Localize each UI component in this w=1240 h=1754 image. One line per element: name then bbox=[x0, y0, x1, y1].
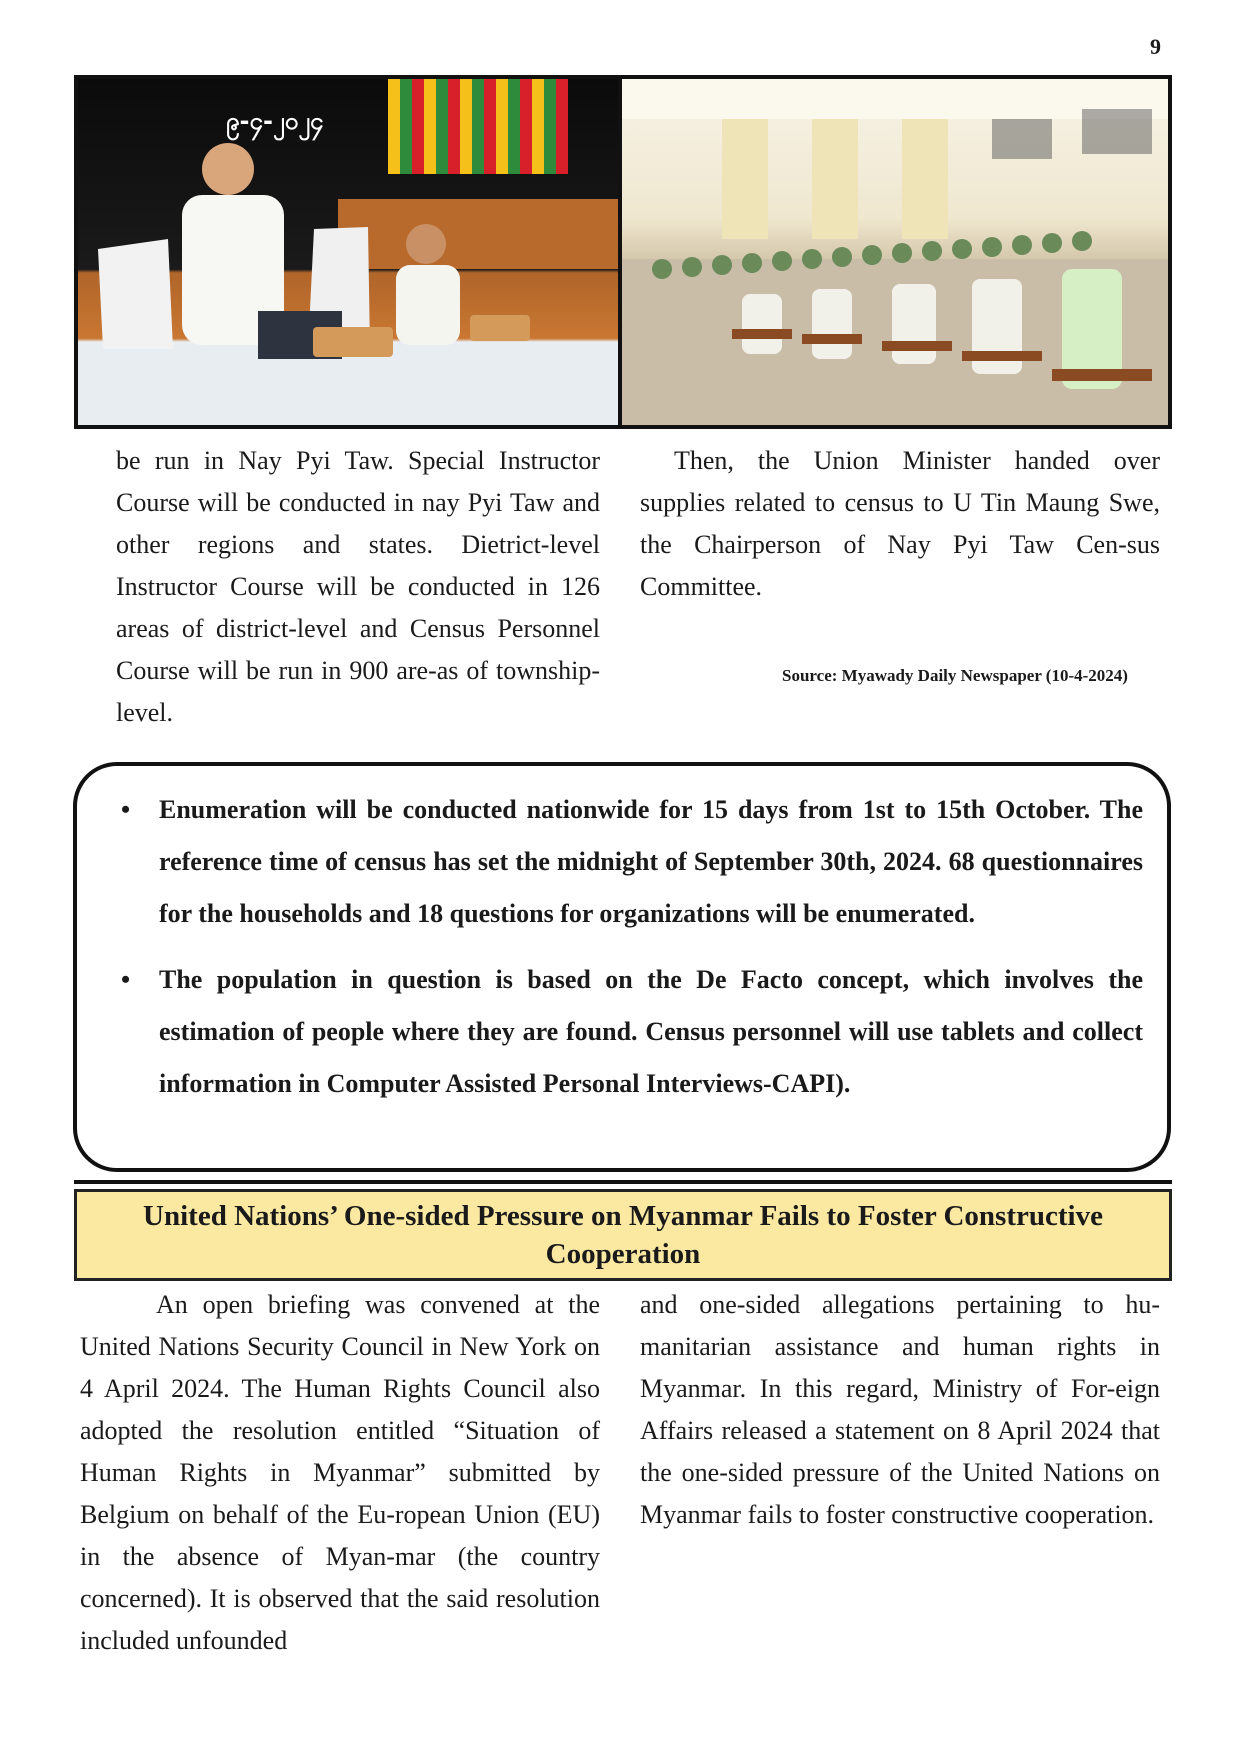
article-right-column bbox=[640, 1284, 1160, 1536]
article-left-column bbox=[80, 1284, 600, 1662]
photo-minister-speaking bbox=[78, 79, 618, 425]
intro-left-column bbox=[116, 440, 600, 734]
bullet-icon: • bbox=[121, 965, 131, 994]
meeting-photo-illustration bbox=[78, 79, 618, 425]
key-points-callout bbox=[73, 762, 1171, 1172]
intro-left-paragraph: be run in Nay Pyi Taw. Special Instructor Course will be conducted in nay Pyi Taw and other regions and states. Dietrict-level Instructor Course will be conducted in 126 areas of district-level and Census Personnel Course will be run in 900 are-as of township-level. bbox=[116, 446, 600, 727]
intro-right-column bbox=[640, 440, 1160, 608]
key-point-text: The population in question is based on the De Facto concept, which involves the estimation of people where they are found. Census personnel will use tablets and collect information in Computer Assisted Personal Interviews-CAPI). bbox=[159, 965, 1143, 1098]
section-divider bbox=[74, 1180, 1172, 1184]
page-number: 9 bbox=[1150, 34, 1161, 59]
photo-strip bbox=[74, 75, 1172, 429]
article-headline-box bbox=[74, 1189, 1172, 1281]
key-points-list bbox=[101, 784, 1143, 1110]
article-headline: United Nations’ One-sided Pressure on Myanmar Fails to Foster Constructive Cooperation bbox=[143, 1200, 1103, 1270]
article-right-paragraph: and one-sided allegations pertaining to hu-manitarian assistance and human rights in Myanmar. In this regard, Ministry of For-eign Affairs released a statement on 8 April 2024 that the one-sided pressure of the United Nations on Myanmar fails to foster constructive cooperation. bbox=[640, 1290, 1160, 1529]
article-left-paragraph: An open briefing was convened at the United Nations Security Council in New York on 4 April 2024. The Human Rights Council also adopted the resolution entitled “Situation of Human Rights in Myanmar” submitted by Belgium on behalf of the Eu-ropean Union (EU) in the absence of Myan-mar (the country concerned). It is observed that the said resolution included unfounded bbox=[80, 1290, 600, 1655]
audience-photo-illustration bbox=[622, 79, 1168, 425]
photo-audience bbox=[622, 79, 1168, 425]
intro-right-paragraph: Then, the Union Minister handed over supplies related to census to U Tin Maung Swe, the Chairperson of Nay Pyi Taw Cen-sus Committee. bbox=[640, 446, 1160, 601]
key-point-item bbox=[121, 954, 1143, 1110]
key-point-item bbox=[121, 784, 1143, 940]
source-citation: Source: Myawady Daily Newspaper (10-4-2024) bbox=[782, 666, 1128, 685]
photo-date-stamp: ၉-၄-၂၀၂၄ bbox=[226, 107, 324, 135]
key-point-text: Enumeration will be conducted nationwide for 15 days from 1st to 15th October. The reference time of census has set the midnight of September 30th, 2024. 68 questionnaires for the households and 18 questions for organizations will be enumerated. bbox=[159, 795, 1143, 928]
bullet-icon: • bbox=[121, 795, 131, 824]
